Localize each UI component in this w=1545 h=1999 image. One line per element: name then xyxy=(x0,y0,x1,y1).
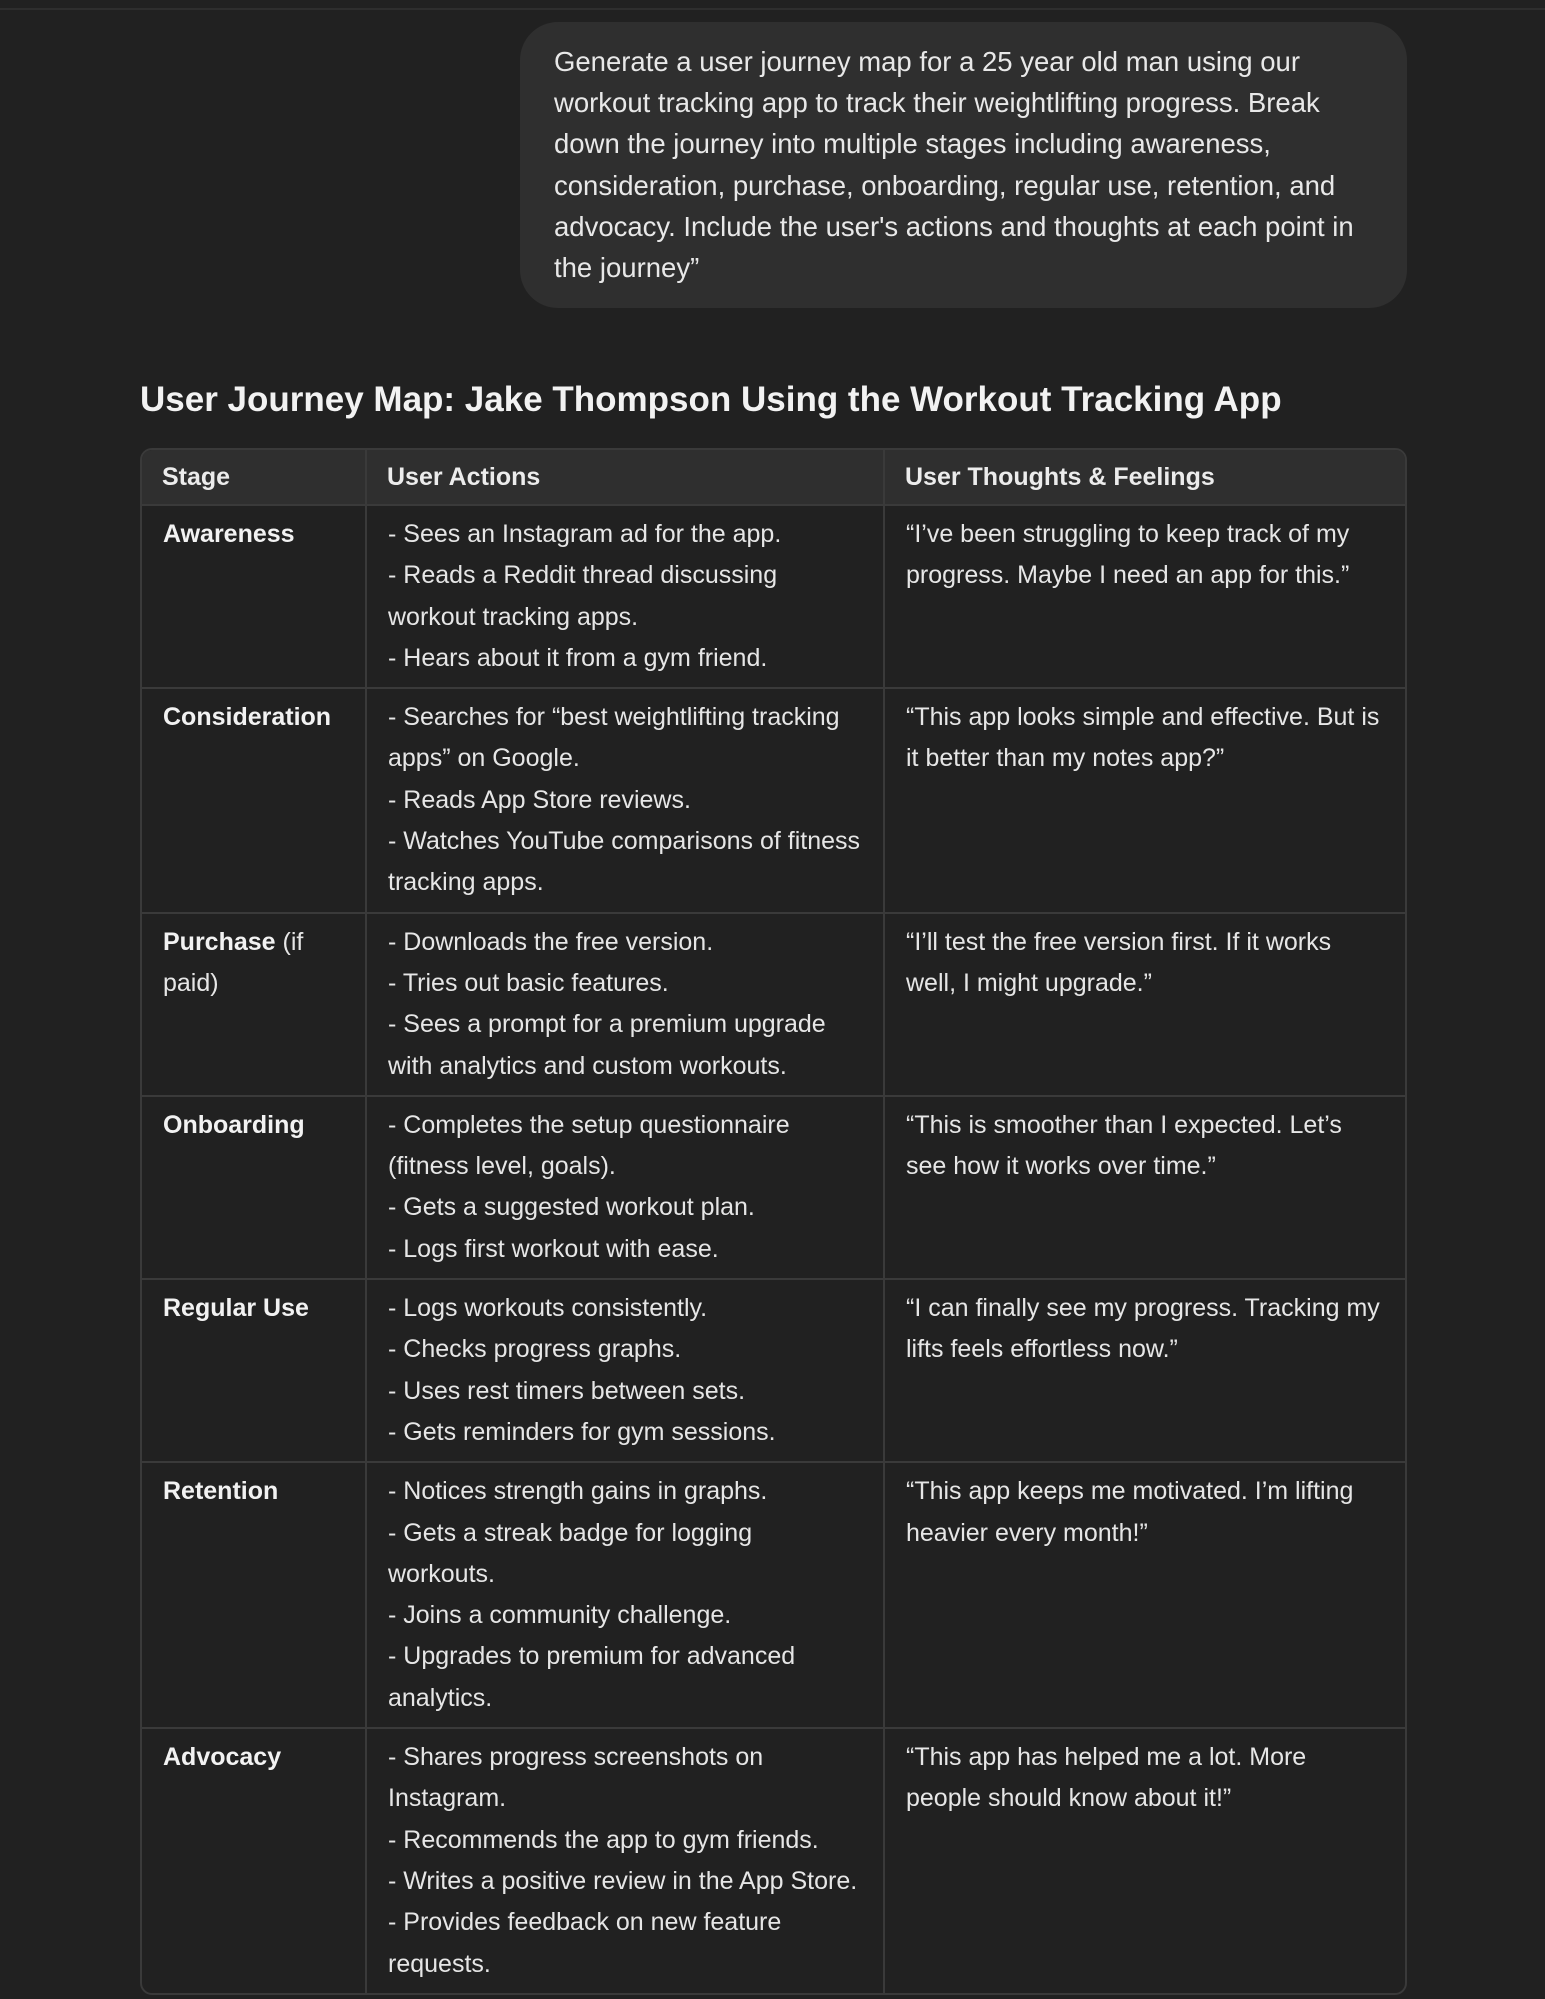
header-user-actions: User Actions xyxy=(365,450,883,506)
table-header-row xyxy=(142,450,1405,506)
response-title: User Journey Map: Jake Thompson Using the Workout Tracking App xyxy=(140,380,1282,419)
stage-cell xyxy=(142,1278,365,1461)
table-row xyxy=(142,1278,1405,1461)
action-item: - Sees an Instagram ad for the app. xyxy=(388,520,782,548)
table-row xyxy=(142,1461,1405,1727)
thoughts-cell: “I can finally see my progress. Tracking my lifts feels effortless now.” xyxy=(883,1278,1405,1461)
top-divider xyxy=(0,8,1545,10)
action-item: - Sees a prompt for a premium upgrade with analytics and custom workouts. xyxy=(388,1010,826,1080)
stage-cell xyxy=(142,687,365,911)
stage-cell xyxy=(142,1095,365,1278)
action-item: - Logs first workout with ease. xyxy=(388,1234,719,1263)
stage-cell xyxy=(142,1727,365,1993)
action-item: - Tries out basic features. xyxy=(388,968,669,997)
thoughts-cell: “I’ve been struggling to keep track of my progress. Maybe I need an app for this.” xyxy=(883,506,1405,687)
table-row xyxy=(142,912,1405,1095)
thoughts-cell: “This app looks simple and effective. But is it better than my notes app?” xyxy=(883,687,1405,911)
actions-cell xyxy=(365,506,883,687)
stage-name: Consideration xyxy=(163,703,332,732)
table-body xyxy=(142,506,1405,1993)
action-item: - Gets a suggested workout plan. xyxy=(388,1193,755,1222)
stage-cell xyxy=(142,1461,365,1727)
actions-cell xyxy=(365,1727,883,1993)
thoughts-cell: “This app keeps me motivated. I’m lifting heavier every month!” xyxy=(883,1461,1405,1727)
stage-qualifier: (if paid) xyxy=(163,927,311,997)
action-item: - Reads a Reddit thread discussing workout tracking apps. xyxy=(388,561,778,631)
user-message-bubble xyxy=(520,22,1407,308)
stage-name: Awareness xyxy=(163,520,295,548)
action-item: - Writes a positive review in the App Store. xyxy=(388,1866,858,1895)
action-item: - Shares progress screenshots on Instagram. xyxy=(388,1743,764,1813)
stage-name: Regular Use xyxy=(163,1294,309,1323)
action-item: - Uses rest timers between sets. xyxy=(388,1376,746,1405)
actions-cell xyxy=(365,1461,883,1727)
stage-name: Purchase xyxy=(163,927,276,956)
action-item: - Joins a community challenge. xyxy=(388,1601,732,1630)
stage-name: Onboarding xyxy=(163,1110,305,1139)
table-row xyxy=(142,1095,1405,1278)
header-stage: Stage xyxy=(142,450,365,506)
thoughts-cell: “I’ll test the free version first. If it works well, I might upgrade.” xyxy=(883,912,1405,1095)
journey-map-table xyxy=(140,448,1407,1995)
actions-cell xyxy=(365,687,883,911)
action-item: - Recommends the app to gym friends. xyxy=(388,1825,819,1854)
action-item: - Checks progress graphs. xyxy=(388,1335,682,1364)
action-item: - Reads App Store reviews. xyxy=(388,785,691,814)
action-item: - Gets reminders for gym sessions. xyxy=(388,1417,776,1446)
stage-name: Retention xyxy=(163,1477,279,1506)
actions-cell xyxy=(365,912,883,1095)
stage-cell xyxy=(142,506,365,687)
user-message-text: Generate a user journey map for a 25 year old man using our workout tracking app to track their weightlifting progress. Break down the journey into multiple stages including awareness, consideration, purchase, onboarding, regular use, retention, and advocacy. Include the user's actions and thoughts at each point in the journey” xyxy=(554,46,1354,284)
action-item: - Gets a streak badge for logging workouts. xyxy=(388,1518,753,1588)
table-row xyxy=(142,1727,1405,1993)
action-item: - Completes the setup questionnaire (fitness level, goals). xyxy=(388,1110,790,1181)
thoughts-cell: “This is smoother than I expected. Let’s see how it works over time.” xyxy=(883,1095,1405,1278)
table-row xyxy=(142,687,1405,911)
table-row xyxy=(142,506,1405,687)
actions-cell xyxy=(365,1278,883,1461)
thoughts-cell: “This app has helped me a lot. More people should know about it!” xyxy=(883,1727,1405,1993)
action-item: - Hears about it from a gym friend. xyxy=(388,643,768,672)
stage-name: Advocacy xyxy=(163,1743,282,1772)
action-item: - Provides feedback on new feature requests. xyxy=(388,1908,782,1978)
action-item: - Upgrades to premium for advanced analytics. xyxy=(388,1642,796,1712)
action-item: - Notices strength gains in graphs. xyxy=(388,1477,768,1506)
actions-cell xyxy=(365,1095,883,1278)
action-item: - Watches YouTube comparisons of fitness tracking apps. xyxy=(388,827,860,897)
action-item: - Searches for “best weightlifting tracking apps” on Google. xyxy=(388,703,840,773)
action-item: - Logs workouts consistently. xyxy=(388,1294,708,1323)
action-item: - Downloads the free version. xyxy=(388,927,714,956)
header-user-thoughts: User Thoughts & Feelings xyxy=(883,450,1405,506)
stage-cell xyxy=(142,912,365,1095)
